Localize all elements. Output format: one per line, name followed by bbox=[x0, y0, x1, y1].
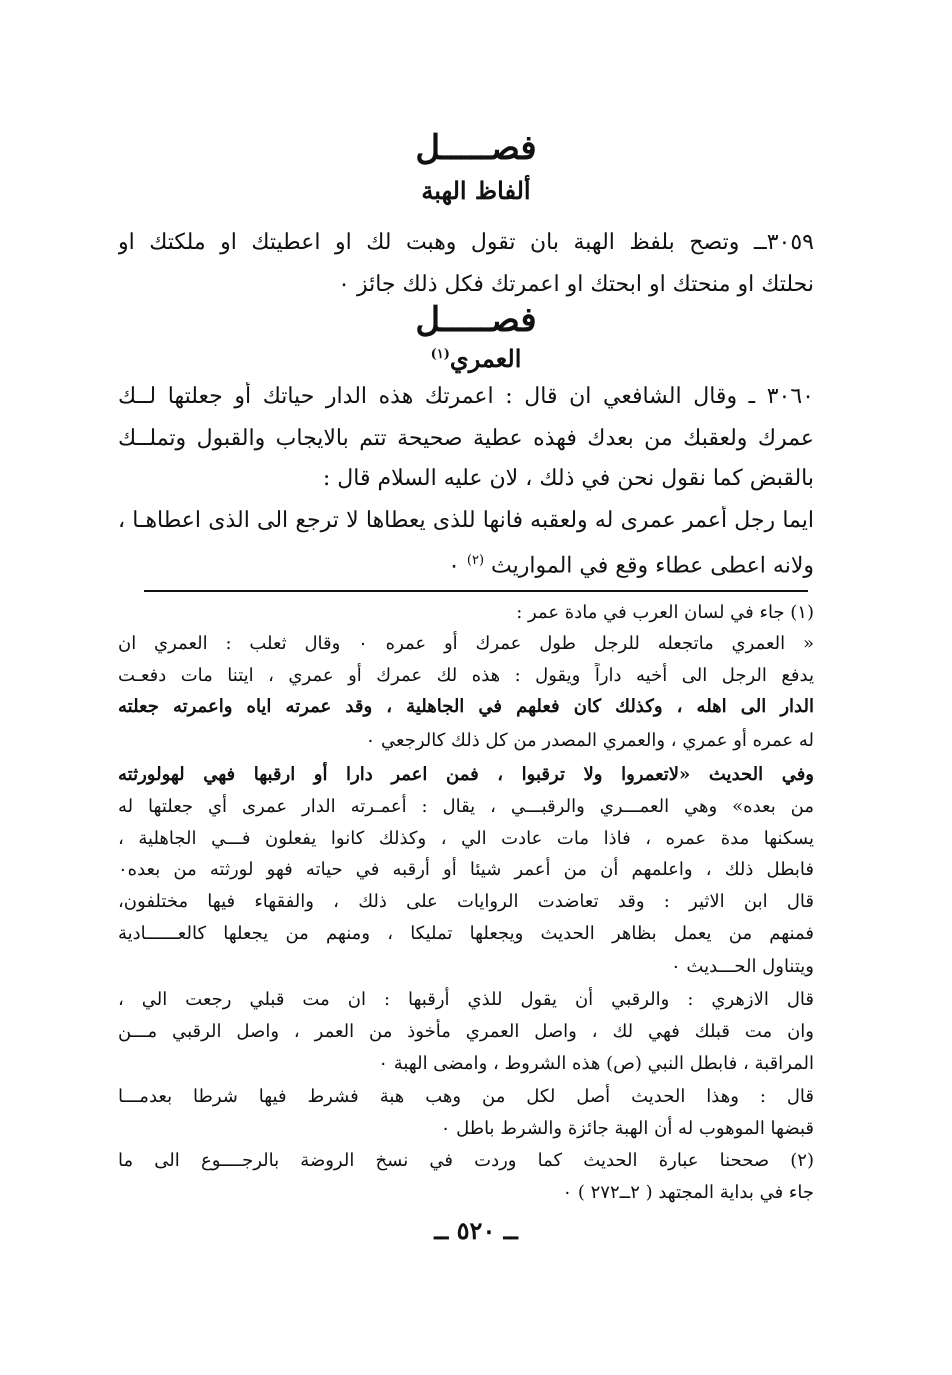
paragraph-3059-line-2: نحلتك او منحتك او ابحتك او اعمرتك فكل ذلك جائز ٠ bbox=[338, 272, 814, 297]
paragraph-3060-line-5 bbox=[118, 546, 814, 581]
paragraph-3060-line-4: ايما رجل أعمر عمرى له ولعقبه فانها للذى يعطاها لا ترجع الى الذى اعطاهـا ، bbox=[118, 508, 814, 533]
footnote-line-11: فمنهم من يعمل بظاهر الحديث ويجعلها تمليكا ، ومنهم من يجعلها كالعــــــادية bbox=[118, 923, 814, 944]
page-number: ــ ٥٢٠ ــ bbox=[434, 1216, 518, 1245]
footnote-line-3: يدفع الرجل الى أخيه داراً ويقول : هذه لك عمرك أو عمري ، ايتنا مات دفعـت bbox=[118, 665, 814, 686]
footnote-line-4: الدار الى اهله ، وكذلك كان فعلهم في الجاهلية ، وقد عمرته اياه واعمرته جعلته bbox=[118, 696, 814, 717]
footnote-line-9: فابطل ذلك ، واعلمهم أن من أعمر شيئا أو أرقبه في حياته فهو لورثته من بعده٠ bbox=[118, 859, 814, 880]
paragraph-3059-line-1: ٣٠٥٩ــ وتصح بلفظ الهبة بان تقول وهبت لك او اعطيتك او ملكتك او bbox=[118, 230, 814, 255]
section-heading-1: فصـــــل bbox=[415, 128, 537, 168]
section-subtitle-2-text: العمري bbox=[449, 344, 522, 373]
paragraph-3060-end-mark: ٠ bbox=[448, 553, 460, 579]
footnote-line-6: وفي الحديث «لاتعمروا ولا ترقبوا ، فمن اعمر دارا أو ارقبها فهي لهولورثته bbox=[118, 764, 814, 785]
footnote-line-2: « العمري ماتجعله للرجل طول عمرك أو عمره ٠ وقال ثعلب : العمري ان bbox=[118, 633, 814, 654]
footnote-line-16: قال : وهذا الحديث أصل لكل من وهب هبة فشرط فيها شرطا بعدمـــا bbox=[118, 1086, 814, 1107]
footnote-ref-1: (١) bbox=[430, 347, 450, 362]
footnote-ref-2: (٢) bbox=[466, 553, 485, 568]
footnote-line-1: (١) جاء في لسان العرب في مادة عمر : bbox=[516, 602, 814, 623]
section-heading-2: فصـــــل bbox=[415, 300, 537, 340]
footnote-line-13: قال الازهري : والرقبي أن يقول للذي أرقبها : ان مت قبلي رجعت الي ، bbox=[118, 989, 814, 1010]
footnote-line-5: له عمره أو عمري ، والعمري المصدر من كل ذلك كالرجعي ٠ bbox=[365, 730, 814, 751]
footnote-line-15: المراقبة ، فابطل النبي (ص) هذه الشروط ، وامضى الهبة ٠ bbox=[378, 1053, 814, 1074]
footnote-line-7: من بعده» وهي العمـــري والرقبـــي ، يقال : أعمـرته الدار عمرى أي جعلتها له bbox=[118, 796, 814, 817]
footnote-line-18: (٢) صححنا عبارة الحديث كما وردت في نسخ الروضة بالرجــــوع الى ما bbox=[118, 1150, 814, 1171]
footnote-line-12: ويتناول الحـــديث ٠ bbox=[671, 956, 814, 977]
footnote-divider bbox=[144, 590, 808, 592]
section-subtitle-2 bbox=[0, 344, 952, 373]
footnote-line-10: قال ابن الاثير : وقد تعاضدت الروايات على ذلك ، والفقهاء فيها مختلفون، bbox=[118, 891, 814, 912]
paragraph-3060-line-2: عمرك ولعقبك من بعدك فهذه عطية صحيحة تتم بالايجاب والقبول وتملــك bbox=[118, 426, 814, 451]
paragraph-3060-line-5-text: ولانه اعطى عطاء وقع في المواريث bbox=[491, 553, 814, 579]
footnote-line-14: وان مت قبلك فهي لك ، واصل العمري مأخوذ من العمر ، واصل الرقبي مـــن bbox=[118, 1021, 814, 1042]
footnote-line-19: جاء في بداية المجتهد ( ٢ــ٢٧٢ ) ٠ bbox=[562, 1182, 814, 1203]
footnote-line-8: يسكنها مدة عمره ، فاذا مات عادت الي ، وكذلك كانوا يفعلون فـــي الجاهلية ، bbox=[118, 828, 814, 849]
paragraph-3060-line-1: ٣٠٦٠ ـ وقال الشافعي ان قال : اعمرتك هذه الدار حياتك أو جعلتها لــك bbox=[118, 384, 814, 409]
footnote-line-17: قبضها الموهوب له أن الهبة جائزة والشرط باطل ٠ bbox=[440, 1118, 814, 1139]
section-subtitle-1: ألفاظ الهبة bbox=[421, 176, 531, 205]
paragraph-3060-line-3: بالقبض كما نقول نحن في ذلك ، لان عليه السلام قال : bbox=[322, 466, 814, 491]
